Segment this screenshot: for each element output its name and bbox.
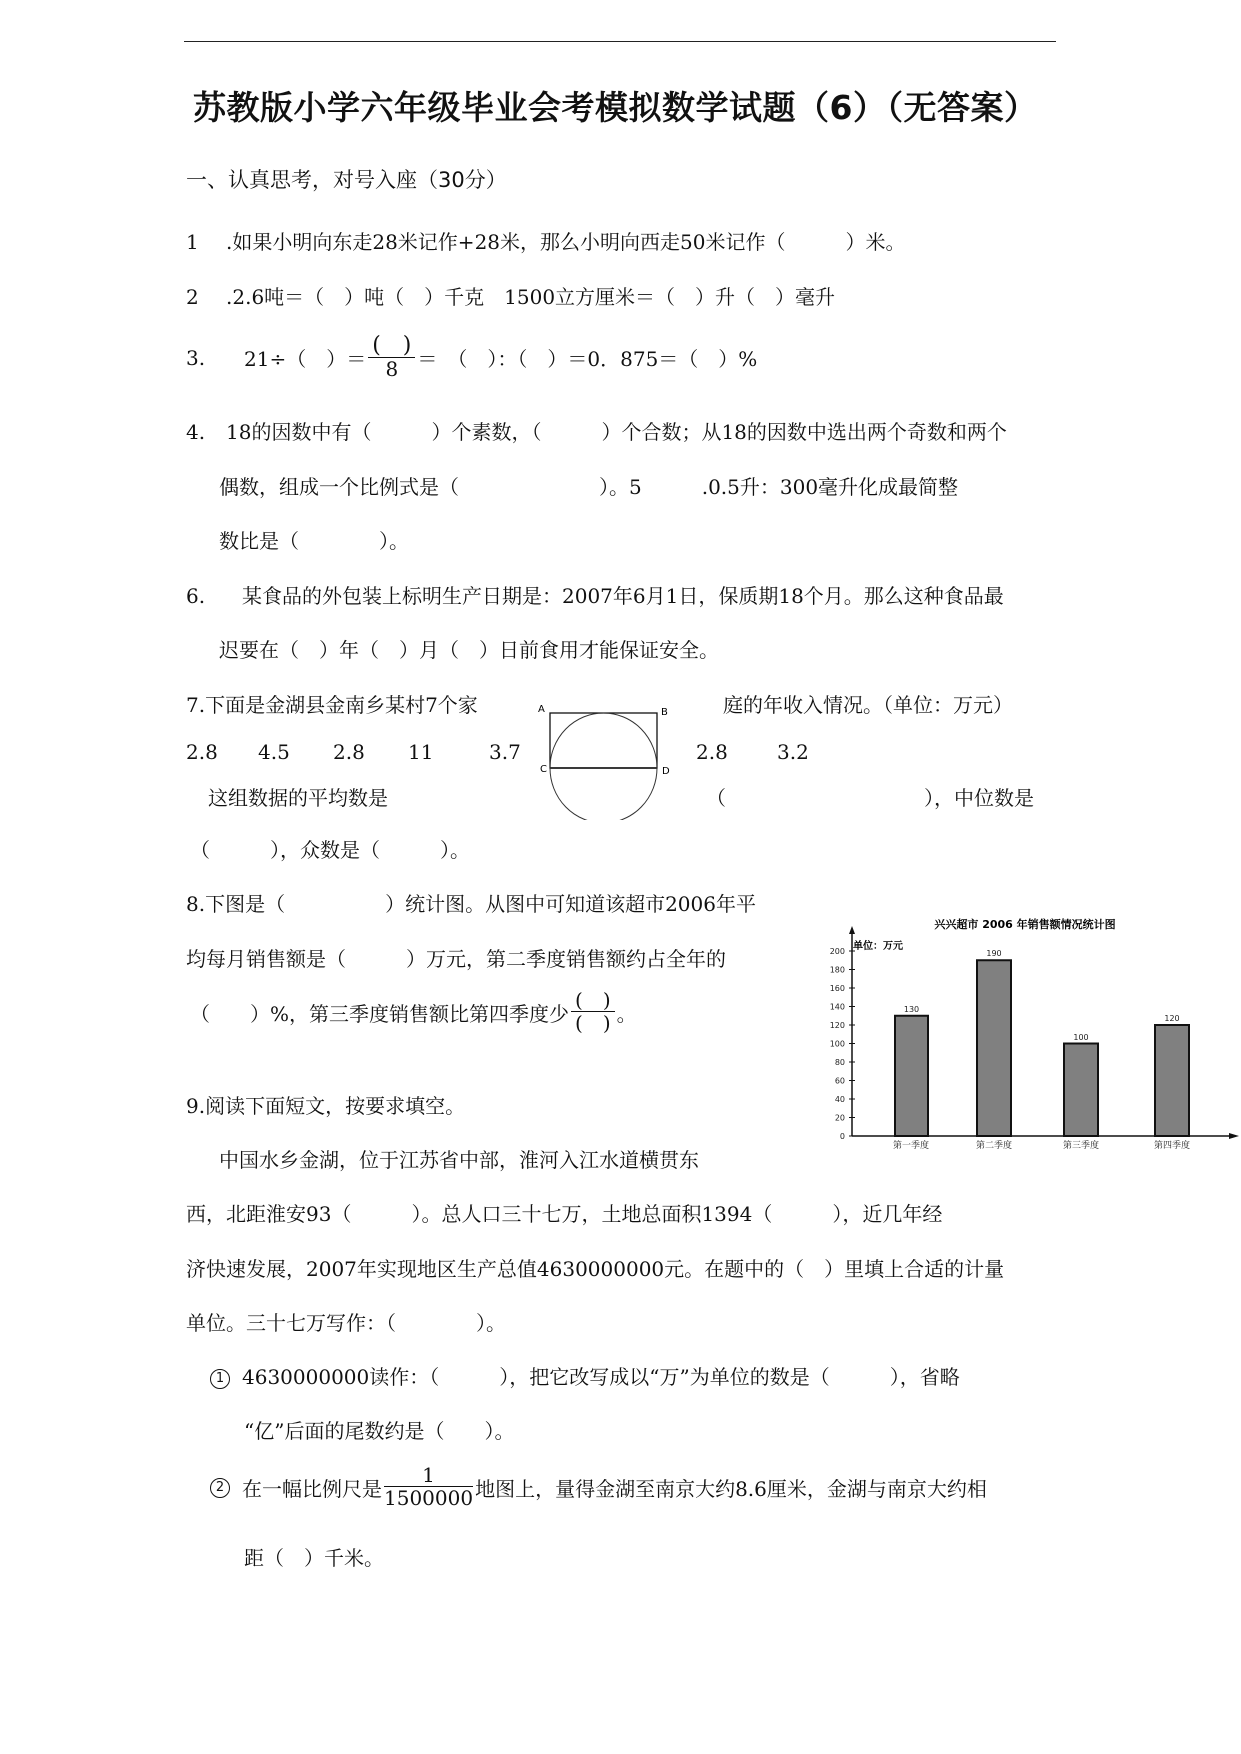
question-text-post: ＝ （ ）：（ ）＝0．875＝（ ）%: [417, 347, 758, 372]
y-tick-label: 20: [834, 1113, 845, 1123]
circled-number-1-icon: 1: [210, 1369, 230, 1389]
y-tick-label: 160: [829, 984, 845, 993]
data-value: 3.7: [489, 740, 521, 764]
question-text-post: 。: [616, 1002, 637, 1026]
bar-value-label: 120: [1164, 1014, 1180, 1023]
question-7-line-1-right: 庭的年收入情况。（单位：万元）: [723, 693, 1013, 717]
y-tick-label: 120: [829, 1021, 845, 1030]
question-text: 18的因数中有（ ）个素数，（ ）个合数；从18的因数中选出两个奇数和两个: [226, 420, 1007, 444]
circle: [550, 713, 657, 820]
question-7-line-3-right: ），中位数是: [924, 786, 1034, 810]
bar-chart: [805, 912, 1241, 1152]
y-tick-label: 200: [829, 947, 845, 956]
question-3: [186, 334, 757, 381]
data-value: 2.8: [333, 740, 365, 764]
question-7-line-3-left: 这组数据的平均数是: [208, 786, 388, 810]
question-text: .如果小明向东走28米记作+28米，那么小明向西走50米记作（ ）米。: [226, 230, 906, 254]
question-text-post: 地图上，量得金湖至南京大约8.6厘米，金湖与南京大约相: [475, 1477, 987, 1501]
question-number: 3.: [186, 345, 206, 370]
bar-value-label: 100: [1073, 1033, 1089, 1042]
bar-q2: [977, 960, 1011, 1136]
question-6-line-2: 迟要在（ ）年（ ）月（ ）日前食用才能保证安全。: [219, 638, 719, 662]
data-value: 11: [408, 740, 434, 764]
question-9-sub-1-line-2: “亿”后面的尾数约是（ ）。: [244, 1419, 515, 1443]
fraction-denominator: ( ): [575, 1011, 611, 1035]
question-9-sub-2-line-2: 距（ ）千米。: [244, 1546, 384, 1570]
question-9-paragraph-3: 济快速发展，2007年实现地区生产总值4630000000元。在题中的（ ）里填上合适的计量: [186, 1257, 1005, 1281]
label-b: B: [661, 707, 668, 718]
header-rule: [184, 41, 1056, 42]
question-9-sub-1-line-1: [210, 1361, 960, 1390]
bar-value-label: 130: [903, 1005, 920, 1014]
question-9-sub-2-line-1: [210, 1465, 987, 1510]
y-tick-label: 0: [839, 1132, 845, 1141]
question-9-heading: 9.阅读下面短文，按要求填空。: [186, 1094, 466, 1118]
rectangle-circle-figure: [530, 700, 680, 820]
fraction-numerator: 1: [384, 1465, 473, 1487]
label-c: C: [540, 764, 547, 775]
data-value: 3.2: [777, 740, 809, 764]
fraction: [368, 334, 415, 381]
fraction-denominator: 1500000: [384, 1486, 474, 1510]
data-value: 2.8: [696, 740, 728, 764]
question-4-line-1: [186, 416, 1007, 445]
y-tick-label: 40: [834, 1095, 845, 1104]
data-value: 2.8: [186, 740, 218, 764]
fraction-numerator: ( ): [571, 990, 615, 1012]
label-a: A: [538, 704, 545, 715]
fraction-denominator: 8: [385, 357, 399, 382]
rectangle-abcd: [550, 713, 657, 768]
y-tick-label: 100: [829, 1039, 845, 1049]
question-8-line-1: 8.下图是（ ）统计图。从图中可知道该超市2006年平: [186, 892, 756, 916]
question-9-paragraph-1: 中国水乡金湖，位于江苏省中部，淮河入江水道横贯东: [219, 1148, 699, 1172]
question-7-open-paren: （: [706, 786, 726, 810]
question-9-paragraph-4: 单位。三十七万写作：（ ）。: [186, 1311, 506, 1335]
fraction-numerator: ( ): [368, 334, 415, 358]
question-text: 4630000000读作：（ ），把它改写成以“万”为单位的数是（ ），省略: [242, 1365, 960, 1389]
question-8-line-3: [190, 990, 637, 1035]
question-text: .2.6吨＝（ ）吨（ ）千克 1500立方厘米＝（ ）升（ ）毫升: [226, 285, 836, 309]
question-4-line-2: 偶数，组成一个比例式是（ ）。5 .0.5升：300毫升化成最简整: [219, 475, 959, 499]
question-text-pre: 在一幅比例尺是: [242, 1477, 382, 1501]
question-9-paragraph-2: 西，北距淮安93（ ）。总人口三十七万，土地总面积1394（ ），近几年经: [186, 1202, 943, 1226]
y-tick-label: 140: [829, 1002, 845, 1012]
question-number: 1: [186, 230, 199, 254]
bar-value-label: 190: [986, 949, 1002, 958]
bar-q3: [1064, 1044, 1098, 1137]
x-category-label: 第二季度: [975, 1141, 1013, 1151]
question-text-pre: 21÷（ ）＝: [244, 347, 367, 372]
question-7-line-4: （ ），众数是（ ）。: [190, 838, 470, 862]
question-number: 2: [186, 285, 199, 309]
question-text-pre: （ ）%，第三季度销售额比第四季度少: [190, 1002, 570, 1026]
x-axis-arrow-icon: [1229, 1133, 1239, 1139]
y-tick-label: 80: [834, 1058, 845, 1067]
question-7-line-1-left: 7.下面是金湖县金南乡某村7个家: [186, 693, 478, 717]
bar-q4: [1155, 1025, 1189, 1136]
label-d: D: [662, 766, 670, 777]
question-8-line-2: 均每月销售额是（ ）万元，第二季度销售额约占全年的: [186, 947, 726, 971]
question-text: 某食品的外包装上标明生产日期是：2007年6月1日，保质期18个月。那么这种食品最: [242, 584, 1004, 608]
fraction: [571, 990, 615, 1035]
question-4-line-3: 数比是（ ）。: [219, 529, 409, 553]
bar-q1: [895, 1016, 928, 1136]
y-tick-label: 180: [829, 965, 845, 975]
circled-number-2-icon: 2: [210, 1478, 230, 1498]
page-title: 苏教版小学六年级毕业会考模拟数学试题（6）（无答案）: [193, 88, 1038, 127]
y-axis-arrow-icon: [849, 926, 855, 934]
chart-unit-label: 单位：万元: [853, 941, 903, 952]
question-1: [186, 226, 905, 255]
x-category-label: 第三季度: [1062, 1141, 1100, 1151]
x-category-label: 第一季度: [892, 1141, 930, 1151]
data-value: 4.5: [258, 740, 290, 764]
question-number: 4.: [186, 420, 206, 444]
question-6-line-1: [186, 580, 1004, 609]
x-category-label: 第四季度: [1153, 1141, 1191, 1151]
question-number: 6.: [186, 584, 206, 608]
chart-title: 兴兴超市 2006 年销售额情况统计图: [934, 918, 1116, 931]
section-heading: 一、认真思考，对号入座（30分）: [186, 168, 507, 192]
y-tick-label: 60: [834, 1076, 845, 1086]
scale-fraction: [384, 1465, 473, 1510]
question-2: [186, 281, 835, 310]
